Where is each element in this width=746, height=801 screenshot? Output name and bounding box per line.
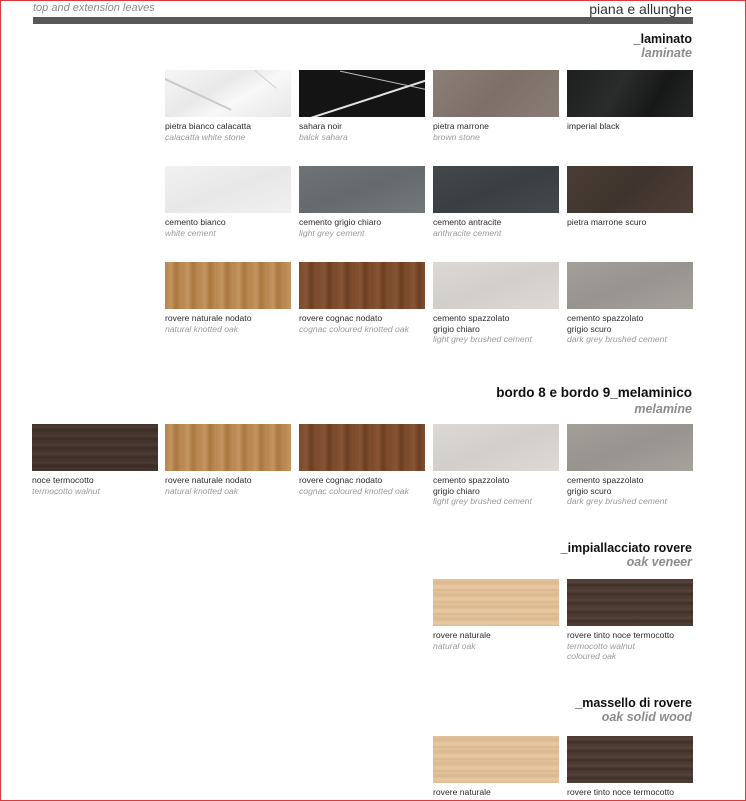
swatch-label: rovere cognac nodato [299, 475, 383, 485]
swatch-label: pietra marrone scuro [567, 217, 647, 227]
swatch-sublabel: natural oak [433, 640, 476, 651]
section-title-it: _laminato [633, 32, 692, 46]
swatch-label: cemento grigio chiaro [299, 217, 382, 227]
swatch-tile [567, 424, 693, 471]
swatch-sublabel: cognac coloured knotted oak [299, 485, 409, 496]
swatch-cognac-knotted-oak[interactable] [299, 262, 425, 334]
swatch-label: cemento bianco [165, 217, 226, 227]
swatch-sublabel: brown stone [433, 131, 480, 142]
swatch-tile [299, 424, 425, 471]
header-rule [33, 17, 693, 24]
section-title-en: laminate [641, 46, 692, 60]
swatch-label: pietra bianco calacatta [165, 121, 251, 131]
swatch-tile [299, 166, 425, 213]
swatch-tile [299, 262, 425, 309]
swatch-label: noce termocotto [32, 475, 94, 485]
swatch-tile [433, 166, 559, 213]
swatch-label: rovere naturale nodato [165, 475, 252, 485]
swatch-tile [165, 424, 291, 471]
swatch-sublabel: white cement [165, 227, 216, 238]
swatch-tile [299, 70, 425, 117]
swatch-cognac-knotted-oak[interactable] [299, 424, 425, 496]
swatch-imperial-black[interactable] [567, 70, 693, 132]
swatch-anthracite-cement[interactable] [433, 166, 559, 238]
section-title-oak-solid-wood [575, 696, 692, 724]
swatch-black-sahara[interactable] [299, 70, 425, 142]
section-title-laminate [634, 32, 692, 60]
swatch-tile [433, 262, 559, 309]
swatch-tile [433, 424, 559, 471]
swatch-tile [165, 70, 291, 117]
swatch-tile [32, 424, 158, 471]
header-english-title: top and extension leaves [33, 2, 155, 14]
section-title-en: oak solid wood [601, 710, 692, 724]
swatch-natural-oak-solid[interactable] [433, 736, 559, 798]
swatch-tile [165, 166, 291, 213]
swatch-tile [165, 262, 291, 309]
swatch-label: cemento antracite [433, 217, 502, 227]
header-italian-title: piana e allunghe [589, 1, 692, 17]
swatch-label: cemento spazzolato grigio chiaro [433, 313, 510, 334]
swatch-label: rovere naturale nodato [165, 313, 252, 323]
swatch-termocotto-walnut[interactable] [32, 424, 158, 496]
swatch-tile [433, 70, 559, 117]
swatch-sublabel: natural knotted oak [165, 485, 239, 496]
swatch-light-grey-brushed-cement[interactable] [433, 424, 543, 507]
swatch-termocotto-walnut-coloured-oak[interactable] [567, 579, 693, 662]
swatch-tile [567, 262, 693, 309]
swatch-termocotto-walnut-oak-solid[interactable] [567, 736, 693, 798]
swatch-natural-oak[interactable] [433, 579, 559, 651]
section-title-oak-veneer [561, 541, 692, 569]
section-title-it: bordo 8 e bordo 9_melaminico [496, 385, 692, 400]
swatch-label: pietra marrone [433, 121, 489, 131]
swatch-label: sahara noir [299, 121, 342, 131]
swatch-sublabel: natural knotted oak [165, 323, 239, 334]
swatch-tile [433, 736, 559, 783]
swatch-brown-stone[interactable] [433, 70, 559, 142]
section-title-it: _massello di rovere [575, 696, 692, 710]
swatch-light-grey-brushed-cement[interactable] [433, 262, 543, 345]
swatch-light-grey-cement[interactable] [299, 166, 425, 238]
swatch-tile [433, 579, 559, 626]
swatch-dark-grey-brushed-cement[interactable] [567, 262, 677, 345]
swatch-sublabel: light grey cement [299, 227, 365, 238]
swatch-dark-brown-stone[interactable] [567, 166, 693, 228]
swatch-label: rovere tinto noce termocotto [567, 787, 674, 797]
swatch-sublabel: balck sahara [299, 131, 348, 142]
swatch-sublabel: dark grey brushed cement [567, 334, 667, 344]
swatch-label: imperial black [567, 121, 620, 131]
swatch-label: rovere naturale [433, 787, 491, 797]
swatch-sublabel: light grey brushed cement [433, 334, 532, 344]
swatch-tile [567, 70, 693, 117]
swatch-label: rovere cognac nodato [299, 313, 383, 323]
swatch-sublabel: cognac coloured knotted oak [299, 323, 409, 334]
swatch-sublabel: anthracite cement [433, 227, 502, 238]
section-title-it: _impiallacciato rovere [560, 541, 692, 555]
swatch-label: cemento spazzolato grigio scuro [567, 313, 644, 334]
swatch-tile [567, 736, 693, 783]
section-title-en: melamine [634, 402, 692, 416]
swatch-label: cemento spazzolato grigio chiaro [433, 475, 510, 496]
swatch-dark-grey-brushed-cement[interactable] [567, 424, 677, 507]
swatch-label: rovere tinto noce termocotto [567, 630, 674, 640]
swatch-label: cemento spazzolato grigio scuro [567, 475, 644, 496]
swatch-label: rovere naturale [433, 630, 491, 640]
section-title-melamine [496, 386, 692, 416]
swatch-tile [567, 579, 693, 626]
swatch-calacatta-white-stone[interactable] [165, 70, 291, 142]
swatch-sublabel: dark grey brushed cement [567, 496, 667, 506]
swatch-natural-knotted-oak[interactable] [165, 262, 291, 334]
swatch-natural-knotted-oak[interactable] [165, 424, 291, 496]
section-title-en: oak veneer [626, 555, 692, 569]
swatch-sublabel: light grey brushed cement [433, 496, 532, 506]
swatch-sublabel: termocotto walnut coloured oak [567, 640, 635, 661]
swatch-tile [567, 166, 693, 213]
swatch-sublabel: termocotto walnut [32, 485, 100, 496]
swatch-white-cement[interactable] [165, 166, 291, 238]
swatch-sublabel: calacatta white stone [165, 131, 246, 142]
